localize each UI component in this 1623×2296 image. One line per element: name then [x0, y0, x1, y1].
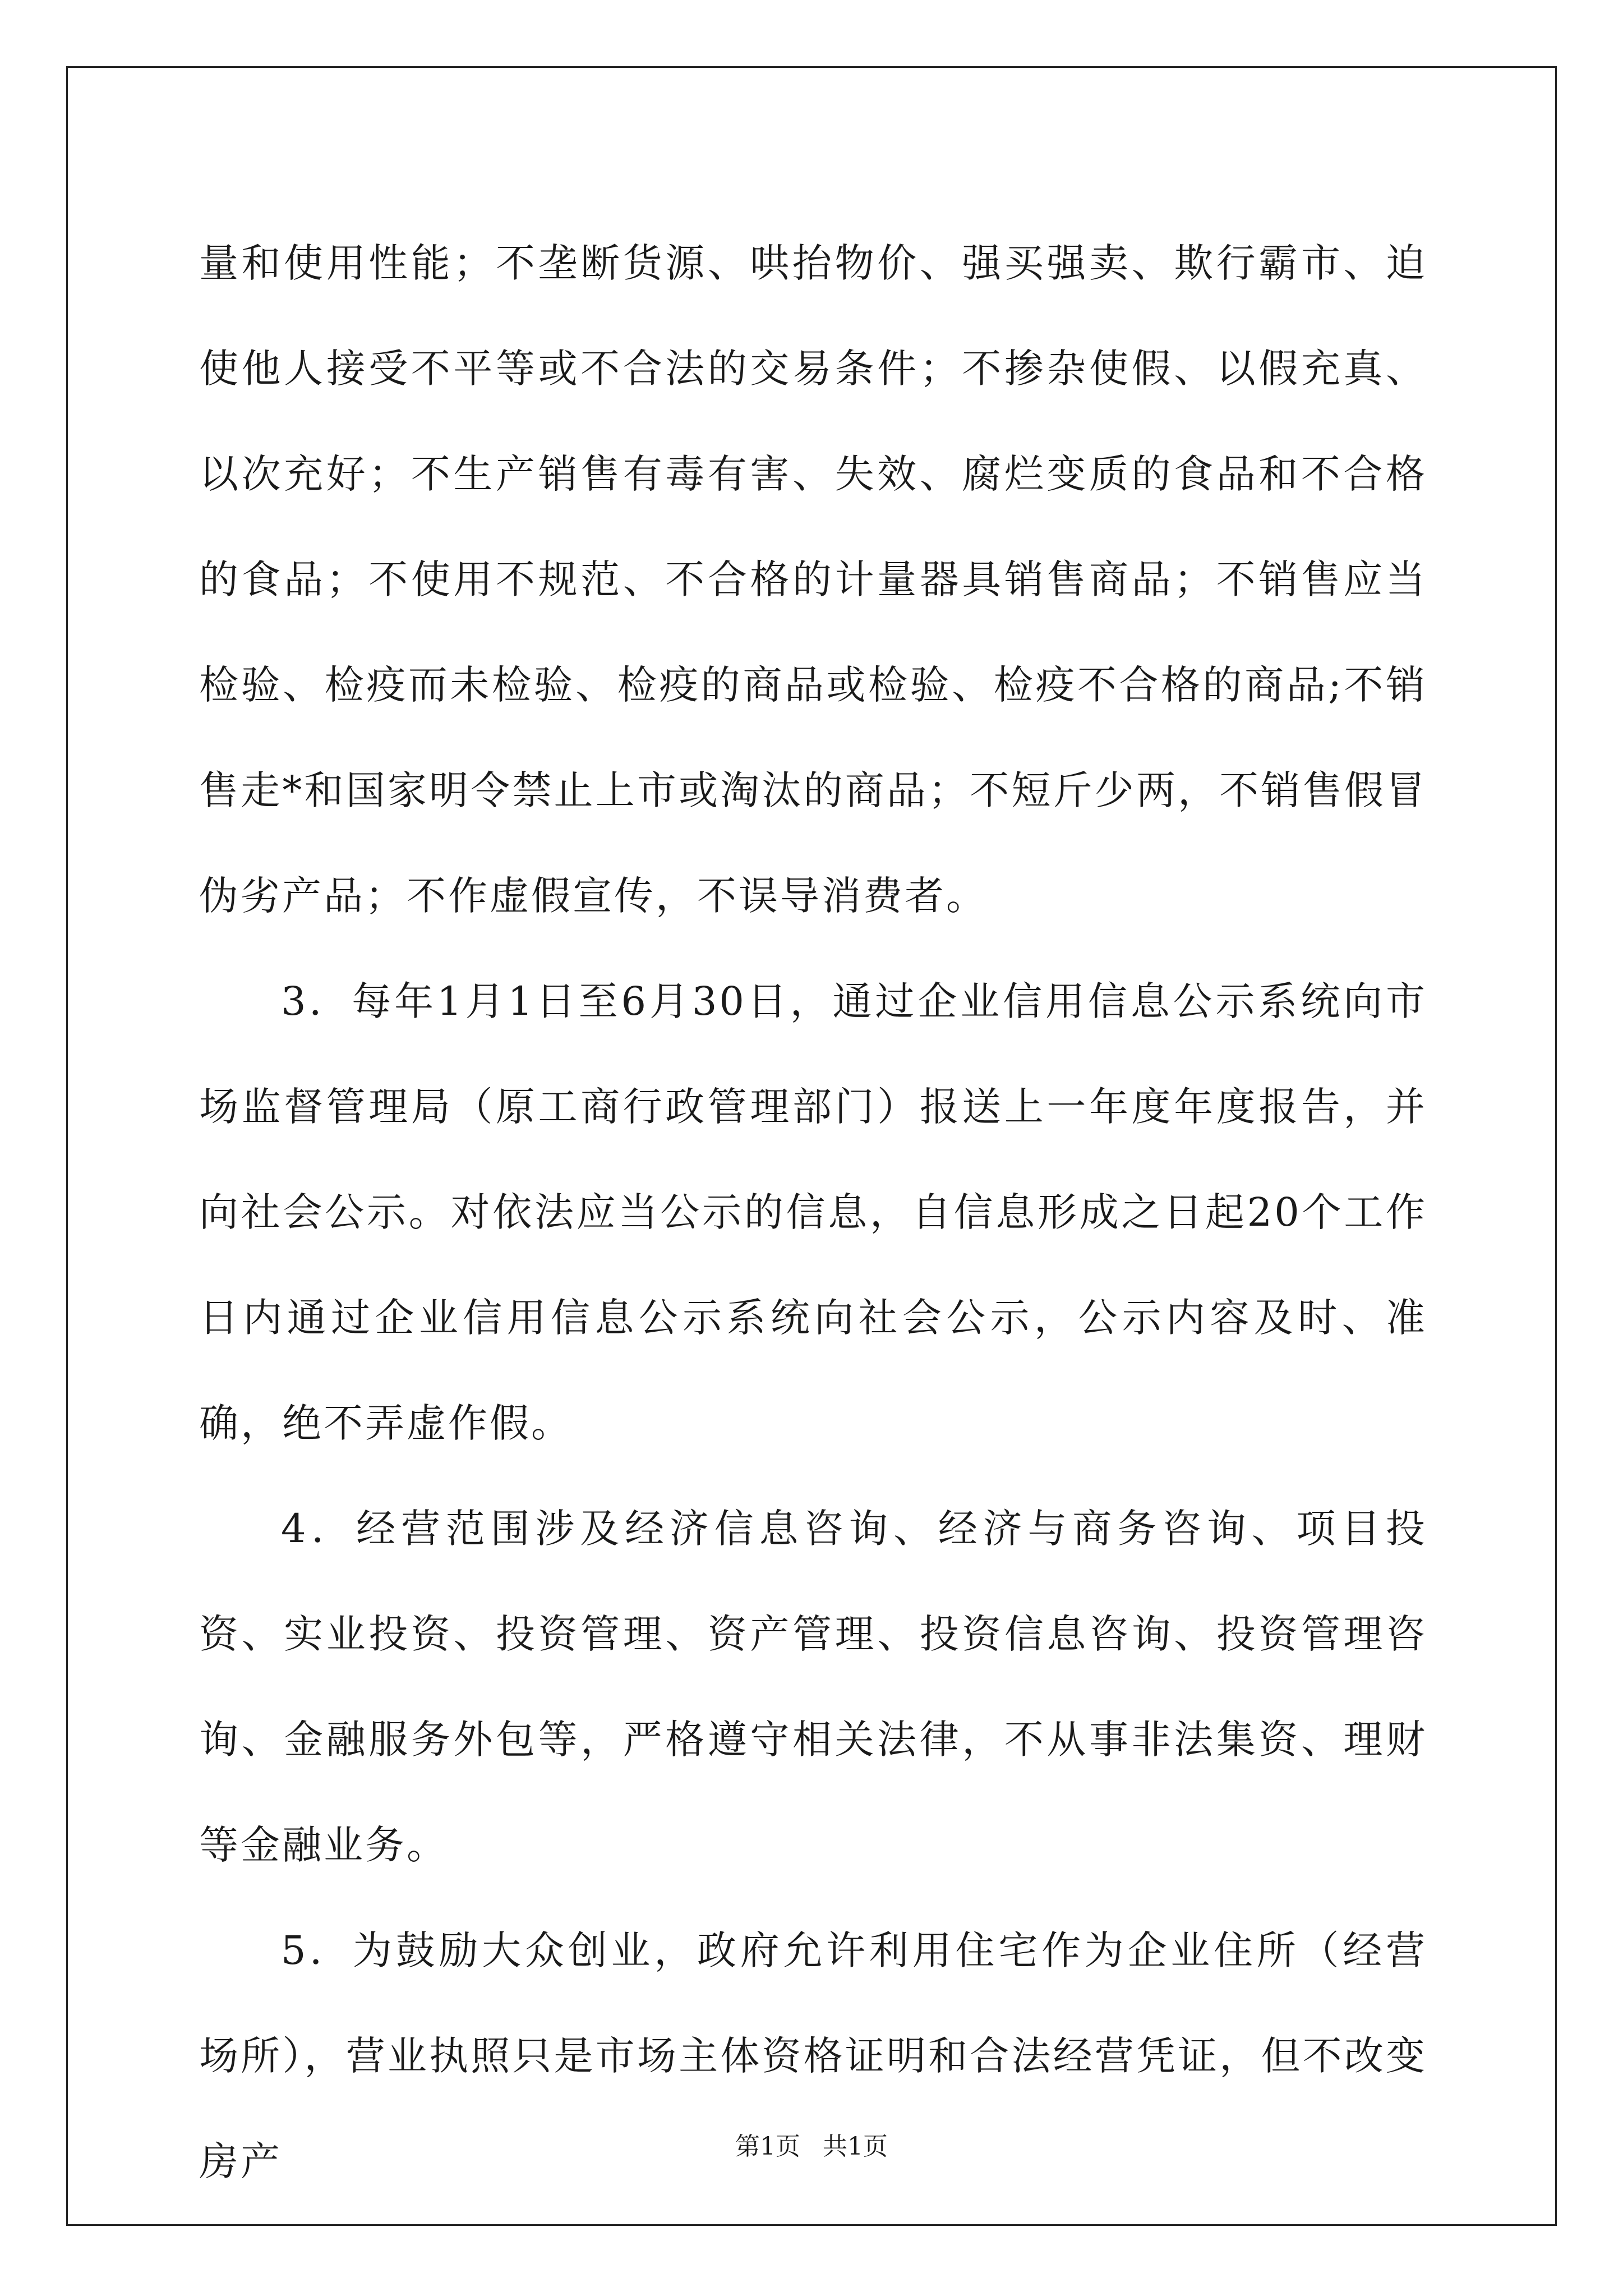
paragraph-item-3: 3．每年1月1日至6月30日，通过企业信用信息公示系统向市场监督管理局（原工商行政管理部门）报送上一年度年度报告，并向社会公示。对依法应当公示的信息，自信息形成之日起20个工作日内通过企业信用信息公示系统向社会公示，公示内容及时、准确，绝不弄虚作假。: [199, 978, 1427, 1446]
page-total: 共1页: [823, 2132, 888, 2161]
paragraph-item-4: 4．经营范围涉及经济信息咨询、经济与商务咨询、项目投资、实业投资、投资管理、资产管理、投资信息咨询、投资管理咨询、金融服务外包等，严格遵守相关法律，不从事非法集资、理财等金融业务。: [199, 1506, 1427, 1868]
page-footer: [0, 2126, 1623, 2162]
paragraph-continuation: 量和使用性能；不垄断货源、哄抬物价、强买强卖、欺行霸市、迫使他人接受不平等或不合法的交易条件；不掺杂使假、以假充真、以次充好；不生产销售有毒有害、失效、腐烂变质的食品和不合格的食品；不使用不规范、不合格的计量器具销售商品；不销售应当检验、检疫而未检验、检疫的商品或检验、检疫不合格的商品;不销售走*和国家明令禁止上市或淘汰的商品；不短斤少两，不销售假冒伪劣产品；不作虚假宣传，不误导消费者。: [199, 240, 1427, 919]
page-number: 第1页: [735, 2132, 800, 2161]
paragraph-item-5: 5．为鼓励大众创业，政府允许利用住宅作为企业住所（经营场所），营业执照只是市场主体资格证明和合法经营凭证，但不改变房产: [199, 1927, 1427, 2184]
document-body: [199, 210, 1427, 2214]
